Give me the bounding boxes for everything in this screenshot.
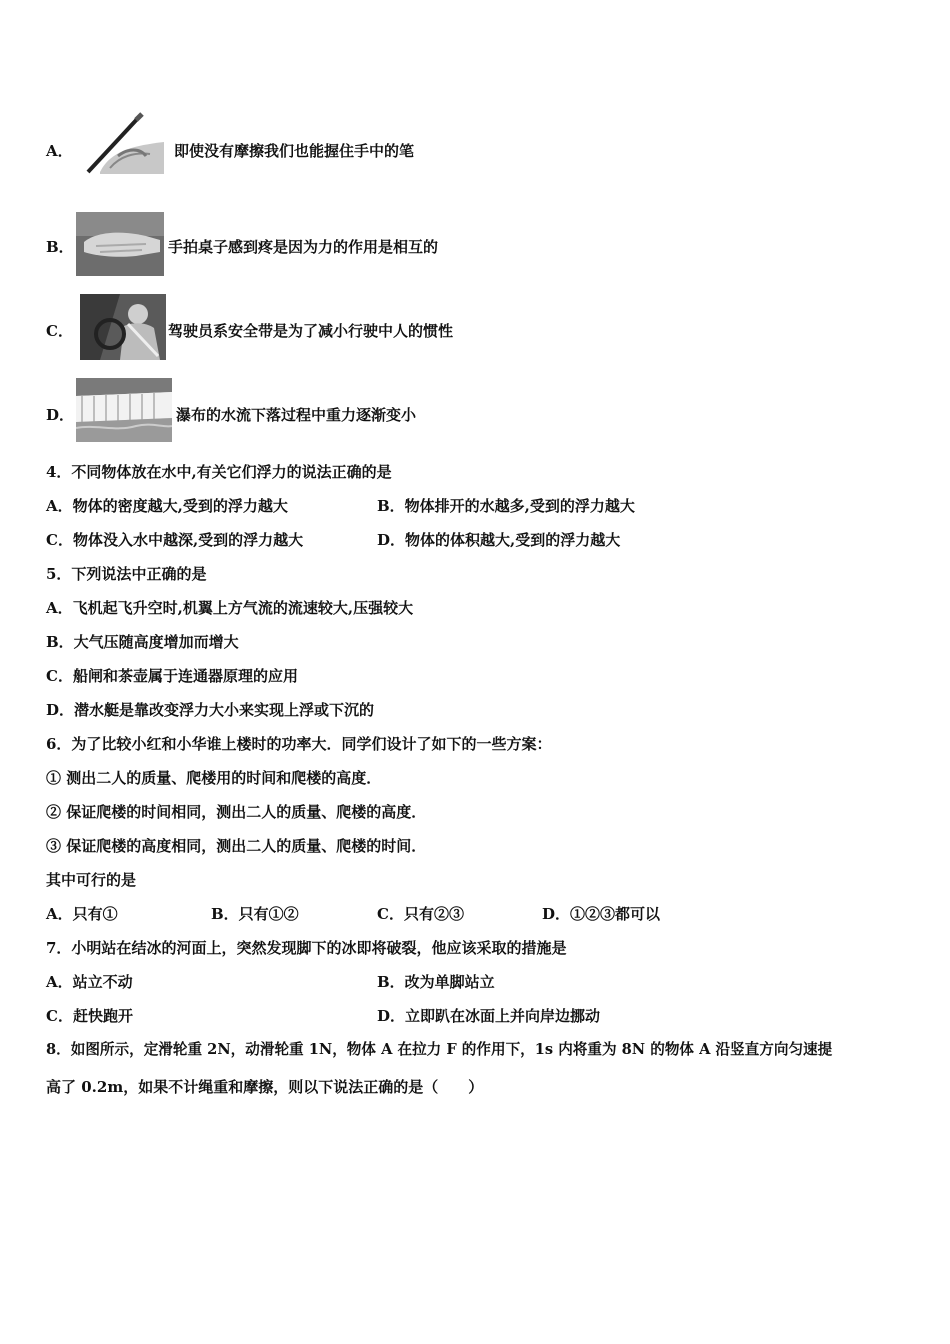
q5-option-c: C．船闸和茶壶属于连通器原理的应用 <box>46 667 298 685</box>
q4-option-c: C．物体没入水中越深,受到的浮力越大 <box>46 531 304 549</box>
q7-option-a: A．站立不动 <box>46 973 133 991</box>
option-text: 驾驶员系安全带是为了减小行驶中人的惯性 <box>168 322 454 340</box>
q6-option-d: D．①②③都可以 <box>542 905 661 923</box>
pen-in-hand-icon <box>80 112 166 176</box>
option-text: 瀑布的水流下落过程中重力逐渐变小 <box>176 406 417 424</box>
q6-plan-1: ① 测出二人的质量、爬楼用的时间和爬楼的高度． <box>46 769 382 787</box>
option-text: 手拍桌子感到疼是因为力的作用是相互的 <box>168 238 439 256</box>
q5-option-a: A．飞机起飞升空时,机翼上方气流的流速较大,压强较大 <box>46 599 414 617</box>
q8-stem-line2: 高了 0.2m，如果不计绳重和摩擦，则以下说法正确的是（ ） <box>46 1078 484 1096</box>
q8-stem-line1: 8．如图所示，定滑轮重 2N，动滑轮重 1N，物体 A 在拉力 F 的作用下，1s 内将重为 8N 的物体 A 沿竖直方向匀速提 <box>46 1041 833 1058</box>
waterfall-icon <box>76 378 172 442</box>
q6-plan-3: ③ 保证爬楼的高度相同，测出二人的质量、爬楼的时间． <box>46 837 427 855</box>
q5-option-d: D．潜水艇是靠改变浮力大小来实现上浮或下沉的 <box>46 701 375 719</box>
q6-option-c: C．只有②③ <box>377 905 464 923</box>
q5-stem: 5．下列说法中正确的是 <box>46 565 207 583</box>
q4-option-d: D．物体的体积越大,受到的浮力越大 <box>377 531 621 549</box>
hand-on-table-icon <box>76 212 164 276</box>
option-letter: C． <box>46 322 73 340</box>
q4-option-b: B．物体排开的水越多,受到的浮力越大 <box>377 497 635 515</box>
q7-stem: 7．小明站在结冰的河面上，突然发现脚下的冰即将破裂，他应该采取的措施是 <box>46 939 567 957</box>
q4-option-a: A．物体的密度越大,受到的浮力越大 <box>46 497 288 515</box>
q4-stem: 4．不同物体放在水中,有关它们浮力的说法正确的是 <box>46 463 392 481</box>
q6-option-b: B．只有①② <box>211 905 299 923</box>
option-text: 即使没有摩擦我们也能握住手中的笔 <box>174 142 415 160</box>
q6-option-a: A．只有① <box>46 905 118 923</box>
q6-prompt: 其中可行的是 <box>46 871 137 889</box>
option-letter: D． <box>46 406 75 424</box>
option-letter: A． <box>46 142 73 160</box>
q6-stem: 6．为了比较小红和小华谁上楼时的功率大．同学们设计了如下的一些方案： <box>46 735 552 753</box>
option-letter: B． <box>46 238 74 256</box>
q7-option-b: B．改为单脚站立 <box>377 973 495 991</box>
q6-plan-2: ② 保证爬楼的时间相同，测出二人的质量、爬楼的高度． <box>46 803 427 821</box>
q7-option-c: C．赶快跑开 <box>46 1007 133 1025</box>
q7-option-d: D．立即趴在冰面上并向岸边挪动 <box>377 1007 601 1025</box>
q5-option-b: B．大气压随高度增加而增大 <box>46 633 239 651</box>
driver-seatbelt-icon <box>80 294 166 360</box>
